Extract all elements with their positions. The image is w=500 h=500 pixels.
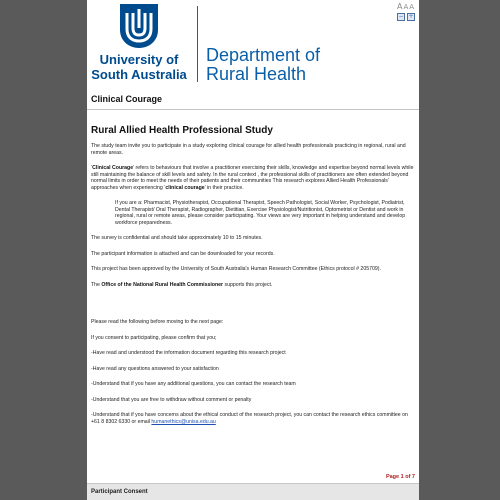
consent-item: -Understand that you are free to withdraw without comment or penalty: [91, 396, 252, 403]
support-text: The Office of the National Rural Health Commissioner supports this project.: [91, 281, 273, 288]
ethics-email-link[interactable]: humanethics@unisa.edu.au: [151, 418, 216, 425]
consent-item: -Have read and understood the information document regarding this research project: [91, 350, 286, 356]
concerns-text: -Understand that if you have concerns about the ethical conduct of the research project, you can contact the research ethics committee on +61 8 8302 6330 or email humanethics@unisa.edu.au: [91, 412, 408, 425]
eligibility-text: If you are a: Pharmacist, Physiotherapist, Occupational Therapist, Speech Pathologist, Social Worker, Psychologist, Podiatrist, Dental Therapist/ Oral Therapist, Radiographer, Dietitian, Exercise Physiologist/Nutritionist, Optometrist or Dentist and work in regional, rural or remote areas, please consider participating. Your views are very important in helping understand and develop workforce preparedness.: [115, 200, 406, 226]
section-divider: [87, 109, 419, 110]
next-section-title: Participant Consent: [91, 489, 148, 495]
definition-text: ‘Clinical Courage’ refers to behaviours that involve a practitioner exercising their skills, knowledge and expertise beyond normal levels while still maintaining the balance of skill levels and safety. In the rural context , the professional skills of practitioners are often extended beyond normal limits in order to meet the needs of their patients and their communities This research explores Allied Health Professionals’ approaches when experiencing ‘clinical courage’ in their practice.: [91, 165, 414, 191]
unisa-logo-icon: [120, 4, 158, 48]
spacer: [91, 297, 417, 319]
intro-text: The study team invite you to participate in a study exploring clinical courage for allied health professionals practicing in regional, rural and remote areas.: [91, 143, 406, 156]
study-title: Rural Allied Health Professional Study: [91, 125, 273, 136]
attachment-text: The participant information is attached and can be downloaded for your records.: [91, 250, 275, 257]
increase-font-button[interactable]: +: [408, 13, 414, 20]
header-divider: [197, 6, 198, 82]
font-size-controls: [397, 3, 419, 21]
department-name: Department of Rural Health: [206, 45, 321, 84]
next-section-bar: [87, 483, 419, 500]
survey-intro-content: [91, 125, 417, 434]
duration-text: The survey is confidential and should take approximately 10 to 15 minutes.: [91, 235, 263, 241]
consent-item: -Understand that if you have any additional questions, you can contact the research team: [91, 381, 296, 387]
section-title: Clinical Courage: [91, 94, 163, 104]
font-size-medium[interactable]: A: [403, 3, 409, 11]
university-name: University of South Australia: [91, 52, 187, 82]
read-before-text: Please read the following before moving to the next page:: [91, 319, 224, 325]
decrease-font-button[interactable]: −: [398, 13, 404, 20]
font-size-small[interactable]: A: [409, 3, 415, 11]
ethics-approval-text: This project has been approved by the University of South Australia's Human Research Committee (Ethics protocol # 205709).: [91, 266, 381, 272]
page-number: Page 1 of 7: [385, 474, 415, 480]
consent-item: -Have read any questions answered to your satisfaction: [91, 365, 219, 372]
consent-intro-text: If you consent to participating, please confirm that you;: [91, 334, 217, 341]
header-logo: [87, 0, 419, 86]
survey-page: [87, 0, 419, 500]
font-size-large[interactable]: A: [397, 2, 403, 11]
